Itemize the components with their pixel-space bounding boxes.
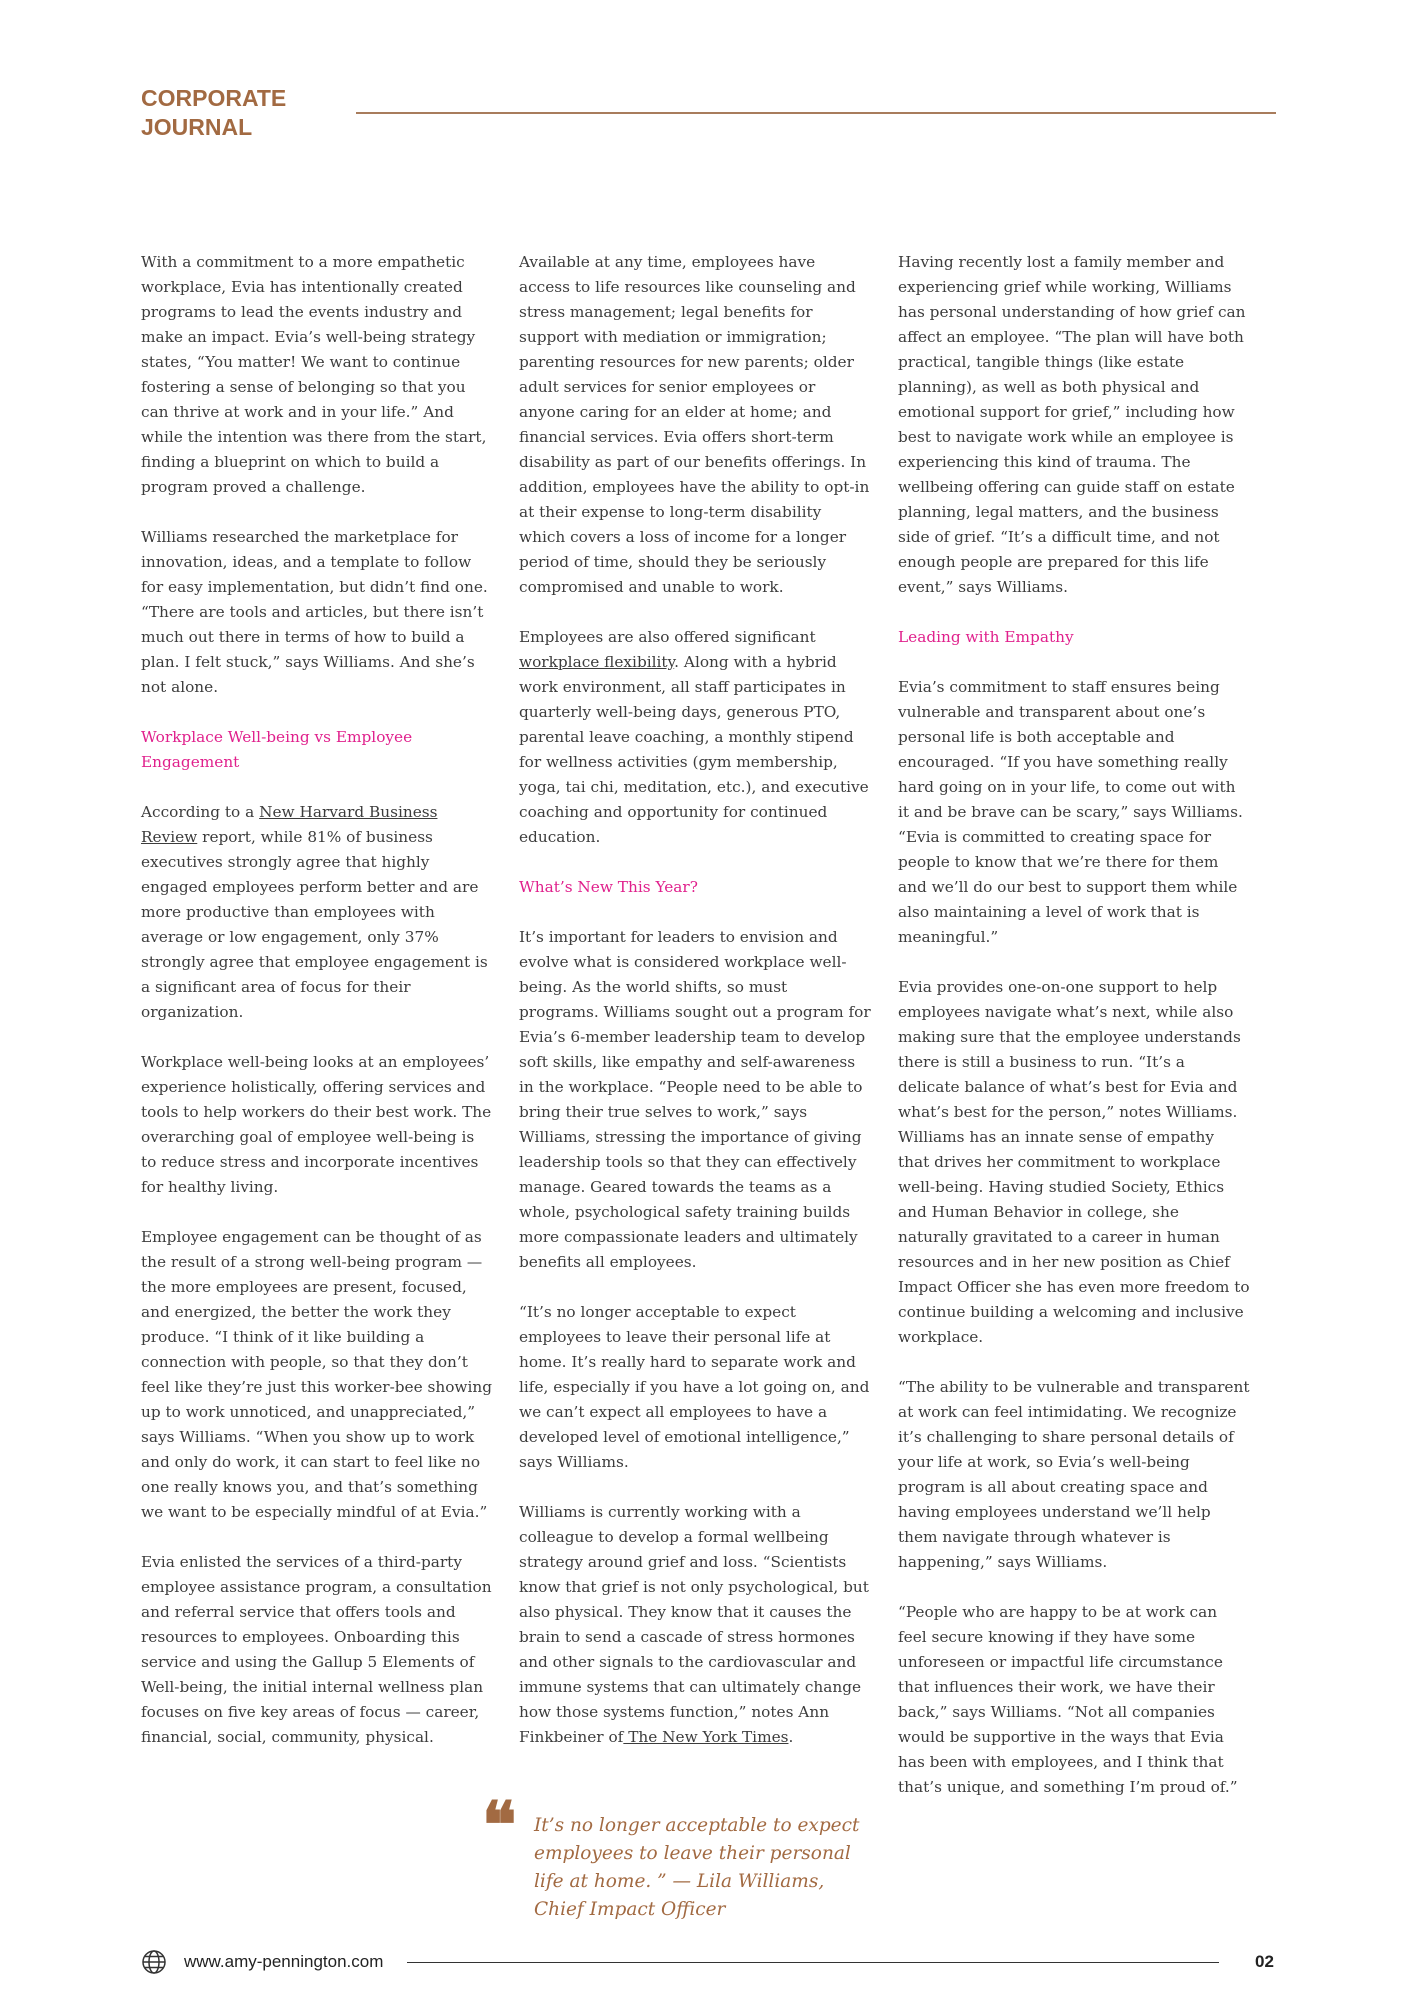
paragraph: Evia enlisted the services of a third-party employee assistance program, a consultation and referral service that offers tools and resources to employees. Onboarding this service and using the Gallup 5 Elements of Well-being, the initial internal wellness plan focuses on five key areas of focus — career, financial, social, community, physical. bbox=[141, 1553, 492, 1746]
paragraph: Having recently lost a family member and experiencing grief while working, Williams has personal understanding of how grief can affect an employee. “The plan will have both practical, tangible things (like estate planning), as well as both physical and emotional support for grief,” including how best to navigate work while an employee is experiencing this kind of trauma. The wellbeing offering can guide staff on estate planning, legal matters, and the business side of grief. “It’s a difficult time, and not enough people are prepared for this life event,” says Williams. bbox=[898, 253, 1246, 596]
paragraph: It’s important for leaders to envision and evolve what is considered workplace well-being. As the world shifts, so must programs. Williams sought out a program for Evia’s 6-member leadership team to develop soft skills, like empathy and self-awareness in the workplace. “People need to be able to bring their true selves to work,” says Williams, stressing the importance of giving leadership tools so that they can effectively manage. Geared towards the teams as a whole, psychological safety training builds more compassionate leaders and ultimately benefits all employees. bbox=[519, 928, 871, 1271]
paragraph: Williams researched the marketplace for innovation, ideas, and a template to follow for easy implementation, but didn’t find one. “There are tools and articles, but there isn’t much out there in terms of how to build a plan. I felt stuck,” says Williams. And she’s not alone. bbox=[141, 528, 488, 696]
section-heading-leading-with-empathy: Leading with Empathy bbox=[898, 628, 1074, 646]
paragraph: Employees are also offered significant workplace flexibility. Along with a hybrid work environment, all staff participates in quarterly well-being days, generous PTO, parental leave coaching, a monthly stipend for wellness activities (gym membership, yoga, tai chi, meditation, etc.), and executive coaching and opportunity for continued education. bbox=[519, 628, 869, 846]
publication-title-line2: JOURNAL bbox=[141, 114, 253, 140]
paragraph: Employee engagement can be thought of as the result of a strong well-being program — the more employees are present, focused, and energized, the better the work they produce. “I think of it like building a connection with people, so that they don’t feel like they’re just this worker-bee showing up to work unnoticed, and unappreciated,” says Williams. “When you show up to work and only do work, it can start to feel like no one really knows you, and that’s something we want to be especially mindful of at Evia.” bbox=[141, 1228, 493, 1521]
article-column-3 bbox=[898, 250, 1250, 1825]
hbr-report-link[interactable]: New Harvard Business Review bbox=[141, 803, 438, 846]
website-link[interactable]: www.amy-pennington.com bbox=[184, 1952, 384, 1971]
article-column-1 bbox=[141, 250, 493, 1775]
footer-divider bbox=[407, 1962, 1219, 1963]
paragraph: Workplace well-being looks at an employees’ experience holistically, offering services and tools to help workers do their best work. The overarching goal of employee well-being is to reduce stress and incorporate incentives for healthy living. bbox=[141, 1053, 492, 1196]
publication-title bbox=[141, 84, 286, 142]
article-column-2 bbox=[519, 250, 871, 1775]
paragraph: “The ability to be vulnerable and transparent at work can feel intimidating. We recognize it’s challenging to share personal details of your life at work, so Evia’s well-being program is all about creating space and having employees understand we’ll help them navigate through whatever is happening,” says Williams. bbox=[898, 1378, 1250, 1571]
paragraph: “It’s no longer acceptable to expect employees to leave their personal life at home. It’s really hard to separate work and life, especially if you have a lot going on, and we can’t expect all employees to have a developed level of emotional intelligence,” says Williams. bbox=[519, 1303, 870, 1471]
globe-icon bbox=[141, 1949, 167, 1975]
paragraph: “People who are happy to be at work can feel secure knowing if they have some unforeseen or impactful life circumstance that influences their work, we have their back,” says Williams. “Not all companies would be supportive in the ways that Evia has been with employees, and I think that that’s unique, and something I’m proud of.” bbox=[898, 1603, 1238, 1796]
pull-quote: It’s no longer acceptable to expect employees to leave their personal life at home. ” — Lila Williams, Chief Impact Officer bbox=[534, 1815, 860, 1920]
paragraph: Evia provides one-on-one support to help employees navigate what’s next, while also making sure that the employee understands there is still a business to run. “It’s a delicate balance of what’s best for Evia and what’s best for the person,” notes Williams. Williams has an innate sense of empathy that drives her commitment to workplace well-being. Having studied Society, Ethics and Human Behavior in college, she naturally gravitated to a career in human resources and in her new position as Chief Impact Officer she has even more freedom to continue building a welcoming and inclusive workplace. bbox=[898, 978, 1250, 1346]
paragraph: Williams is currently working with a colleague to develop a formal wellbeing strategy around grief and loss. “Scientists know that grief is not only psychological, but also physical. They know that it causes the brain to send a cascade of stress hormones and other signals to the cardiovascular and immune systems that can ultimately change how those systems function,” notes Ann Finkbeiner of The New York Times. bbox=[519, 1503, 869, 1746]
paragraph: According to a New Harvard Business Review report, while 81% of business executives strongly agree that highly engaged employees perform better and are more productive than employees with average or low engagement, only 37% strongly agree that employee engagement is a significant area of focus for their organization. bbox=[141, 803, 488, 1021]
page-number: 02 bbox=[1255, 1952, 1274, 1971]
publication-title-line1: CORPORATE bbox=[141, 85, 287, 111]
section-heading-whats-new: What’s New This Year? bbox=[519, 878, 698, 896]
header-divider bbox=[356, 112, 1276, 114]
section-heading-wellbeing-vs-engagement: Workplace Well-being vs Employee Engagement bbox=[141, 728, 413, 771]
workplace-flexibility-link[interactable]: workplace flexibility bbox=[519, 653, 675, 671]
paragraph: Evia’s commitment to staff ensures being vulnerable and transparent about one’s personal life is both acceptable and encouraged. “If you have something really hard going on in your life, to come out with it and be brave can be scary,” says Williams. “Evia is committed to creating space for people to know that we’re there for them and we’ll do our best to support them while also maintaining a level of work that is meaningful.” bbox=[898, 678, 1243, 946]
paragraph: With a commitment to a more empathetic workplace, Evia has intentionally created programs to lead the events industry and make an impact. Evia’s well-being strategy states, “You matter! We want to continue fostering a sense of belonging so that you can thrive at work and in your life.” And while the intention was there from the start, finding a blueprint on which to build a program proved a challenge. bbox=[141, 253, 487, 496]
paragraph: Available at any time, employees have access to life resources like counseling and stress management; legal benefits for support with mediation or immigration; parenting resources for new parents; older adult services for senior employees or anyone caring for an elder at home; and financial services. Evia offers short-term disability as part of our benefits offerings. In addition, employees have the ability to opt-in at their expense to long-term disability which covers a loss of income for a longer period of time, should they be seriously compromised and unable to work. bbox=[519, 253, 870, 596]
new-york-times-link[interactable]: The New York Times bbox=[623, 1728, 789, 1746]
quote-mark-icon: ❝ bbox=[482, 1788, 517, 1863]
